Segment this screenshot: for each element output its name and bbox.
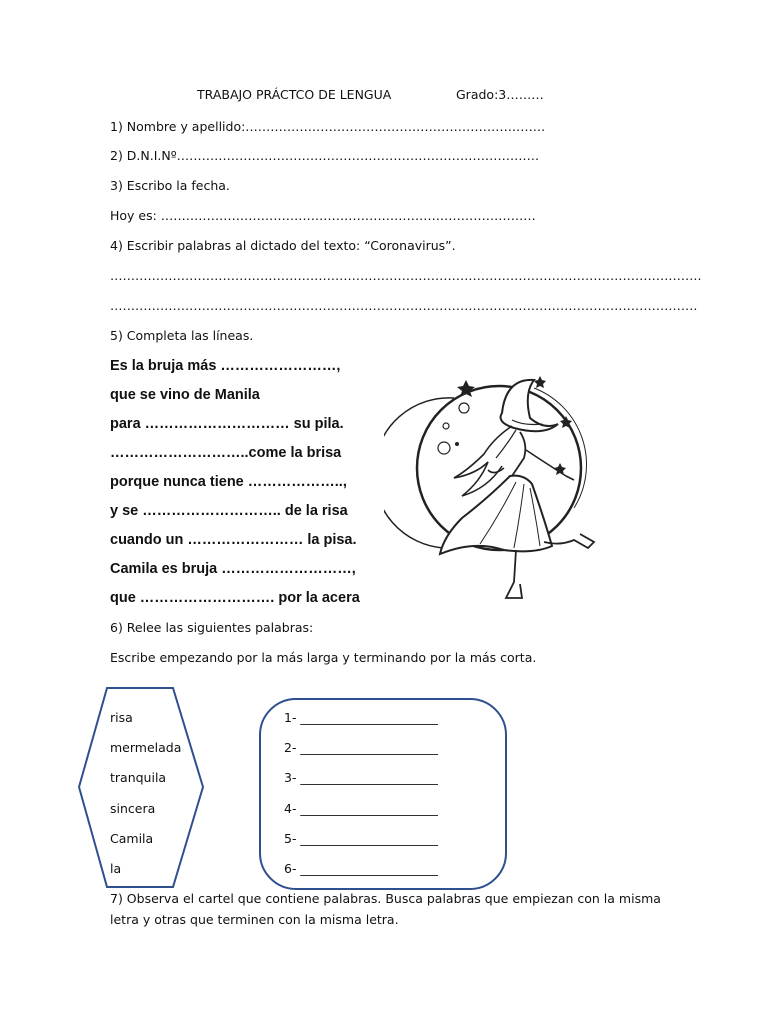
word-hexagon-frame (79, 688, 203, 887)
grade-field: Grado:3……… (456, 87, 544, 102)
word-item: la (110, 861, 122, 876)
answer-line[interactable]: 6- ______________________ (284, 861, 438, 876)
question-6-instruction: Escribe empezando por la más larga y terminando por la más corta. (110, 650, 537, 665)
poem-line: ………………………..come la brisa (110, 445, 342, 461)
poem-line: cuando un …………………… la pisa. (110, 532, 357, 548)
question-3: 3) Escribo la fecha. (110, 178, 230, 193)
word-item: sincera (110, 801, 156, 816)
witch-illustration (384, 358, 654, 608)
question-1: 1) Nombre y apellido:……………………………………………………………… (110, 119, 546, 134)
answer-line[interactable]: 5- ______________________ (284, 831, 438, 846)
question-5: 5) Completa las líneas. (110, 328, 254, 343)
date-line: Hoy es: ……………………………………………………………………………… (110, 208, 536, 223)
poem-line: para ………………………… su pila. (110, 416, 344, 432)
poem-line: y se ……………………….. de la risa (110, 503, 348, 519)
poem-line: Camila es bruja ………………………, (110, 561, 356, 577)
poem-line: porque nunca tiene ……………….., (110, 474, 347, 490)
answer-line[interactable]: 1- ______________________ (284, 710, 438, 725)
answer-line[interactable]: 2- ______________________ (284, 740, 438, 755)
answer-line[interactable]: 3- ______________________ (284, 770, 438, 785)
question-6: 6) Relee las siguientes palabras: (110, 620, 314, 635)
worksheet-title: TRABAJO PRÁCTCO DE LENGUA (197, 87, 392, 102)
poem-line: que ………………………. por la acera (110, 590, 360, 606)
answer-line[interactable]: 4- ______________________ (284, 801, 438, 816)
dictation-line-1: ……………………………………………………………………………………………………………………………. (110, 268, 702, 283)
question-2: 2) D.N.I.Nº…………………………………………………………………………… (110, 148, 540, 163)
word-item: mermelada (110, 740, 182, 755)
dictation-line-2: …………………………………………………………………………………………………………………………… (110, 298, 698, 313)
question-7: 7) Observa el cartel que contiene palabras. Busca palabras que empiezan con la misma (110, 891, 661, 906)
word-item: Camila (110, 831, 154, 846)
word-item: tranquila (110, 770, 167, 785)
poem-line: que se vino de Manila (110, 387, 260, 403)
word-item: risa (110, 710, 133, 725)
question-4: 4) Escribir palabras al dictado del texto: “Coronavirus”. (110, 238, 456, 253)
poem-line: Es la bruja más ……………………, (110, 358, 341, 374)
question-7-continued: letra y otras que terminen con la misma letra. (110, 912, 399, 927)
